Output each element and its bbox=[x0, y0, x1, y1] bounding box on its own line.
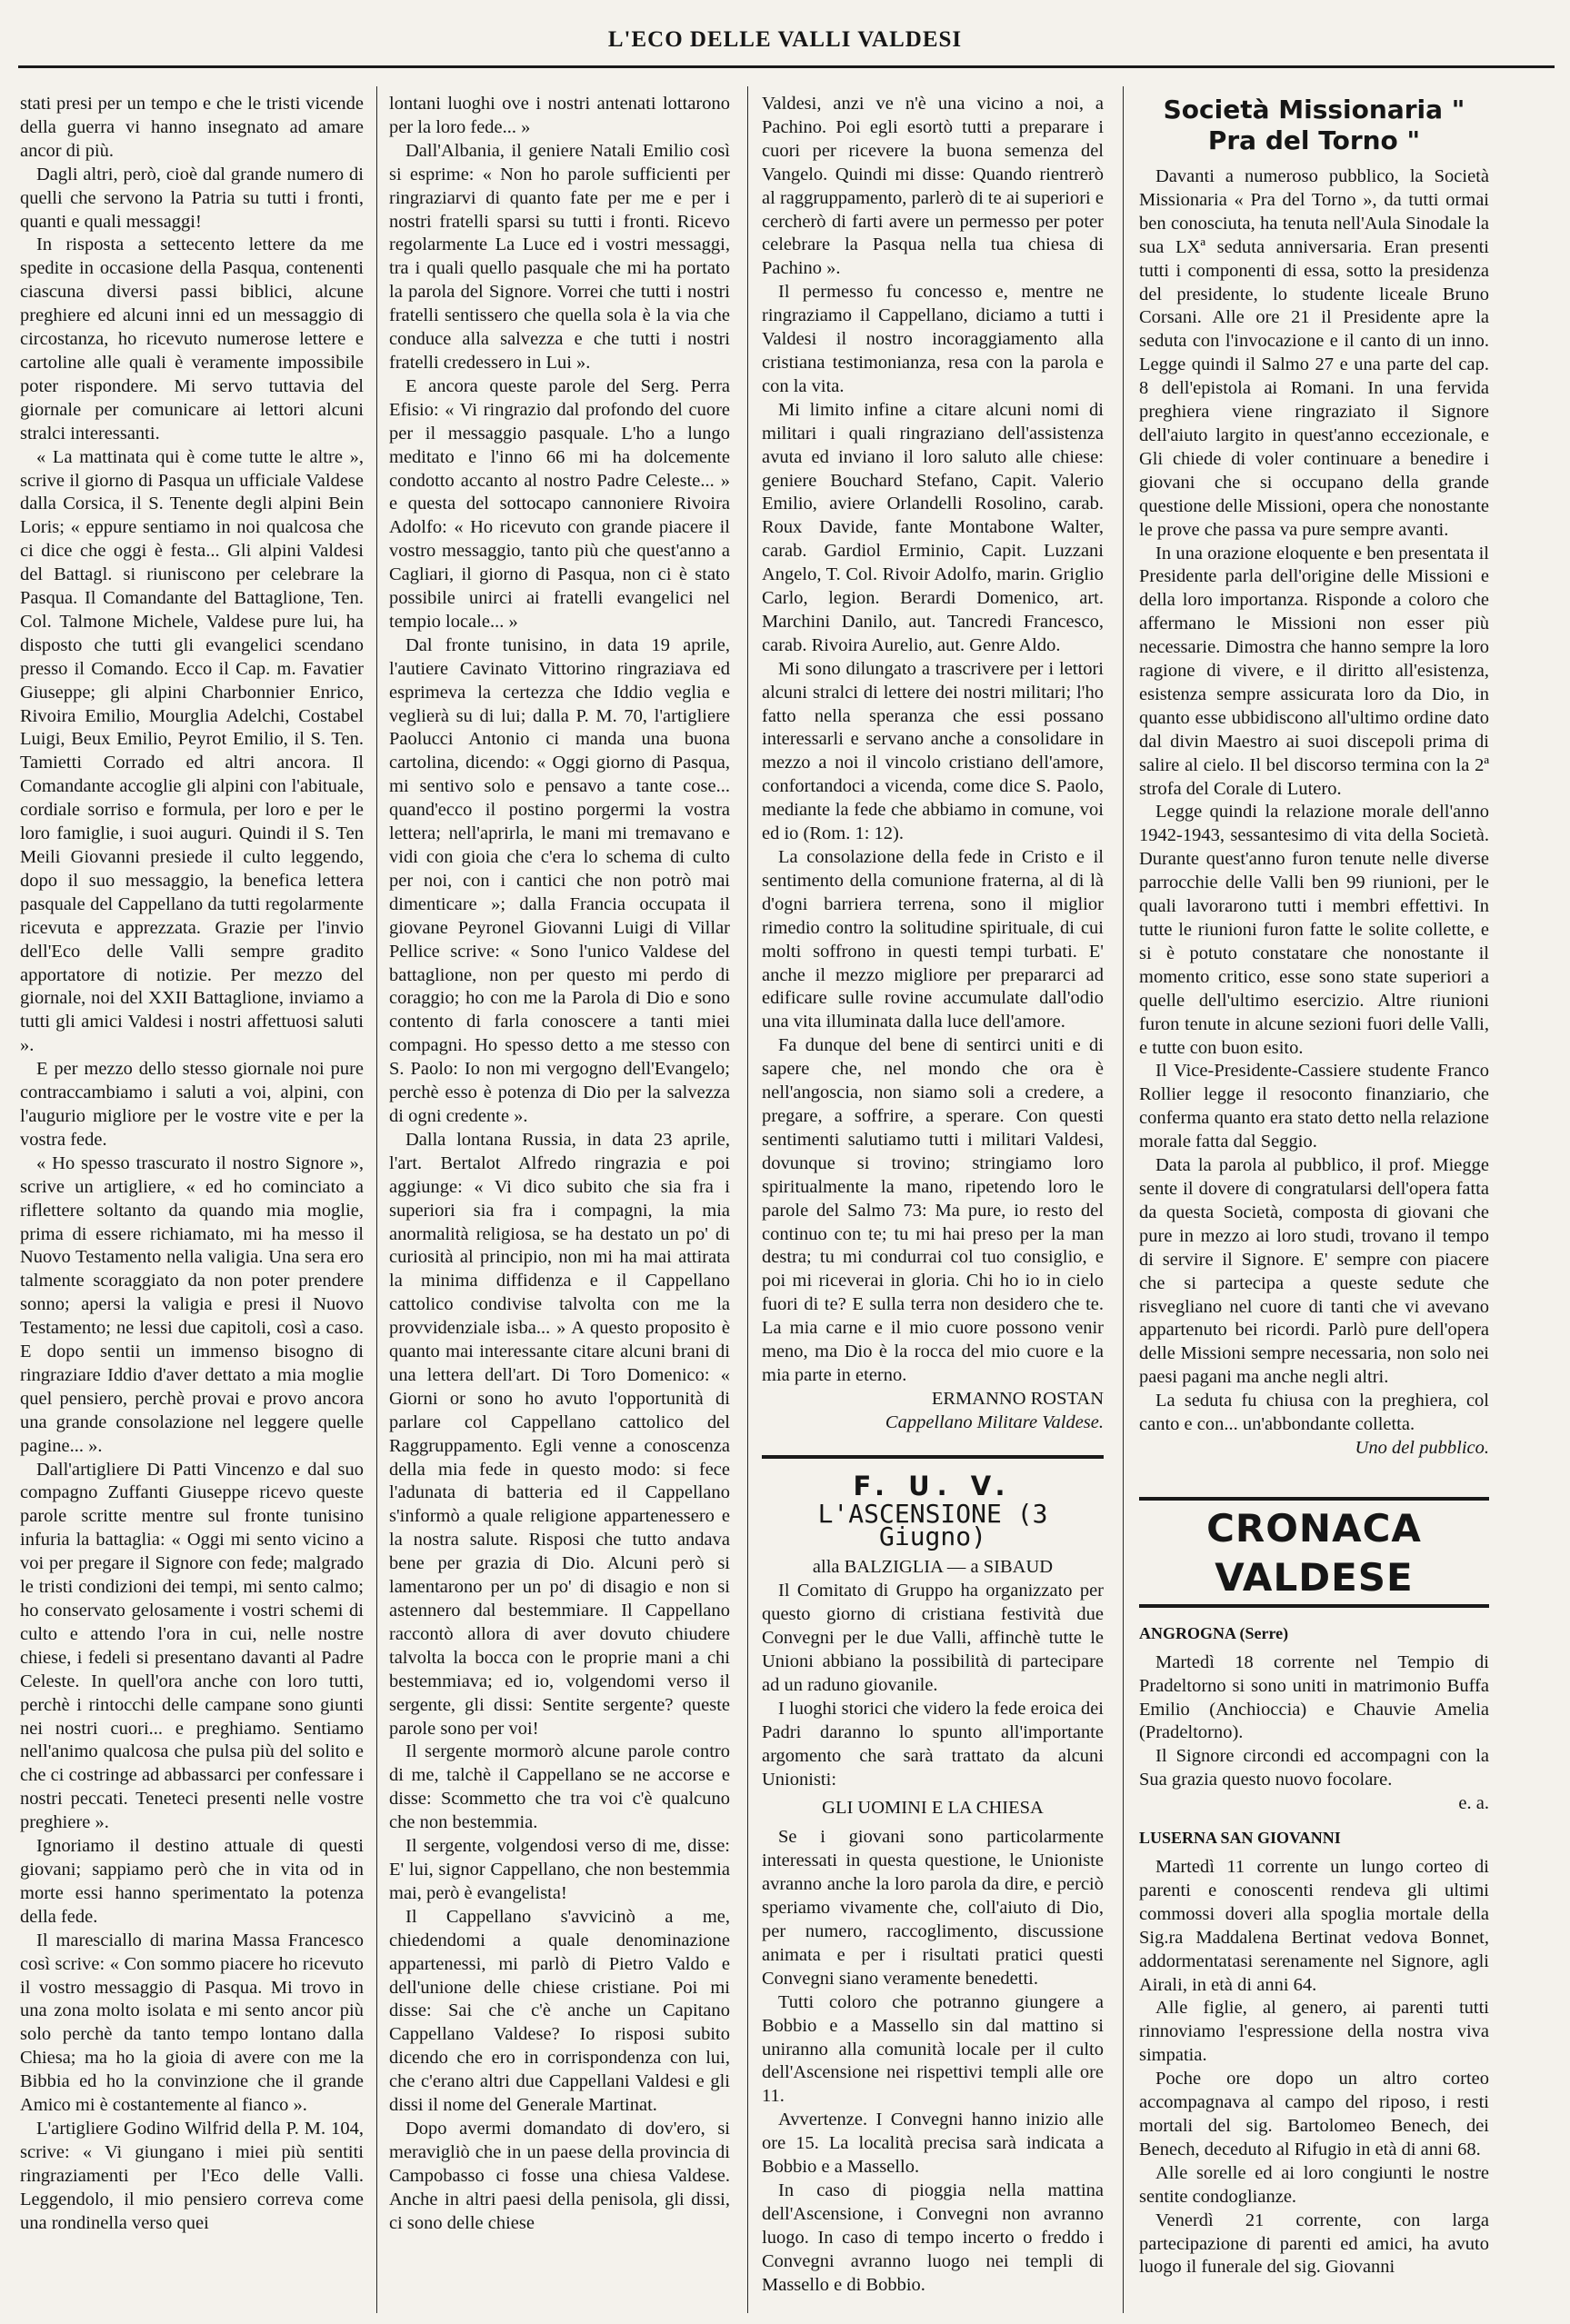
paragraph: Se i giovani sono particolarmente interessati in questa questione, le Unioniste avranno anche la loro parola da dire, e perciò speriamo vivamente che, coll'aiuto di Dio, per numero, raccoglimento, discussione animata e per i risultati pratici questi Convegni siano veramente benedetti. bbox=[762, 1827, 1104, 1989]
paragraph: Il Cappellano s'avvicinò a me, chiedendomi a quale denominazione appartenessi, mi parlò di Pietro Valdo e dell'unione delle chiese cristiane. Poi mi disse: Sai che c'è anche un Capitano Cappellano Valdese? Io risposi subito dicendo che ero in corrispondenza con lui, che c'erano altri due Cappellani Valdesi e gli dissi il nome del Generale Martinat. bbox=[389, 1906, 730, 2116]
column-1 bbox=[20, 93, 364, 2310]
paragraph: Davanti a numeroso pubblico, la Società Missionaria « Pra del Torno », da tutti ormai ben conosciuta, ha tenuta nell'Aula Sinodale la sua LXª seduta anniversaria. Eran presenti tutti i componenti di essa, sotto la presidenza del presidente, lo studente liceale Bruno Corsani. Alle ore 21 il Presidente apre la seduta con l'invocazione e il canto di un inno. Legge quindi il Salmo 27 e una parte del cap. 8 dell'epistola ai Romani. In una fervida preghiera viene ringraziato il Signore dell'aiuto largito in quest'anno eccezionale, e Gli chiede di voler continuare a benedire i giovani che si occupano della grande questione delle Missioni, opera che nonostante le prove che passa va pure sempre avanti. bbox=[1139, 166, 1489, 540]
paragraph: In una orazione eloquente e ben presentata il Presidente parla dell'origine delle Missioni e della loro importanza. Risponde a coloro che affermano le Missioni non esser più necessarie. Dimostra che hanno sempre la loro ragione di vivere, e il diritto all'esistenza, esistenza sempre assicurata loro da Dio, in quanto esse ubbidiscono all'ultimo ordine dato dal divin Maestro ai suoi discepoli prima di salire al cielo. Il bel discorso termina con la 2ª strofa del Corale di Lutero. bbox=[1139, 543, 1489, 799]
paragraph: Mi sono dilungato a trascrivere per i lettori alcuni stralci di lettere dei nostri militari; l'ho fatto nella speranza che essi possano interessarli e servano anche a consolidare in mezzo a noi il vincolo cristiano dell'amore, confortandoci a vicenda, come dice S. Paolo, mediante la fede che abbiamo in comune, voi ed io (Rom. 1: 12). bbox=[762, 658, 1104, 844]
paragraph: Il permesso fu concesso e, mentre ne ringraziamo il Cappellano, diciamo a tutti i Valdesi il nostro incoraggiamento alla cristiana testimonianza, resa con la parola e con la vita. bbox=[762, 282, 1104, 396]
signature-role: Cappellano Militare Valdese. bbox=[885, 1411, 1104, 1432]
paragraph: Mi limito infine a citare alcuni nomi di militari i quali ringraziano dell'assistenza avuta ed inviano il loro saluto alle chiese: geniere Bouchard Stefano, Capit. Valerio Emilio, aviere Orlandelli Rosolino, carab. Roux Davide, fante Montabone Walter, carab. Gardiol Erminio, Capit. Luzzani Angelo, T. Col. Rivoir Adolfo, marin. Griglio Carlo, legion. Berardi Domenico, art. Marchini Danilo, aut. Tancredi Francesco, carab. Rivoira Aurelio, aut. Genre Aldo. bbox=[762, 399, 1104, 655]
location-heading: LUSERNA SAN GIOVANNI bbox=[1139, 1829, 1341, 1848]
fuv-title: F. U. V. bbox=[853, 1470, 1013, 1501]
signature-name: ERMANNO ROSTAN bbox=[931, 1388, 1104, 1409]
paragraph: Dall'Albania, il geniere Natali Emilio così si esprime: « Non ho parole sufficienti per ringraziarvi di quanto fate per me e per i nostri fratelli sparsi su tutti i fronti. Ricevo regolarmente La Luce ed i vostri messaggi, tra i quali quello pasquale che mi ha portato la parola del Signore. Vorrei che tutti i nostri fratelli sentissero che quella sola è la via che conduce alla salvezza e che tutti i nostri fratelli credessero in Lui ». bbox=[389, 140, 730, 373]
section-rule bbox=[762, 1455, 1104, 1459]
paragraph: In risposta a settecento lettere da me spedite in occasione della Pasqua, contenenti ciascuna diversi passi biblici, alcune preghiere ed alcuni inni ed un messaggio di circostanza, ho ricevuto numerose lettere e cartoline alle quali è veramente impossibile poter rispondere. Mi servo tuttavia del giornale per comunicare ai lettori alcuni stralci interessanti. bbox=[20, 234, 364, 444]
paragraph: Martedì 18 corrente nel Tempio di Pradeltorno si sono uniti in matrimonio Buffa Emilio (Anchioccia) e Chauvie Amelia (Pradeltorno). bbox=[1139, 1651, 1489, 1743]
newspaper-masthead: L'ECO DELLE VALLI VALDESI bbox=[607, 27, 963, 52]
paragraph: lontani luoghi ove i nostri antenati lottarono per la loro fede... » bbox=[389, 94, 730, 137]
column-4 bbox=[1139, 93, 1489, 2310]
paragraph: Il Comitato di Gruppo ha organizzato per questo giorno di cristiana festività due Convegni per le due Valli, affinchè tutte le Unioni abbiano la possibilità di partecipare ad un raduno giovanile. bbox=[762, 1581, 1104, 1695]
paragraph: stati presi per un tempo e che le tristi vicende della guerra vi hanno insegnato ad amare ancor di più. bbox=[20, 94, 364, 161]
paragraph: Poche ore dopo un altro corteo accompagnava al campo del riposo, i resti mortali del sig. Bartolomeo Benech, dei Benech, deceduto al Rifugio in età di anni 68. bbox=[1139, 2069, 1489, 2159]
paragraph: « La mattinata qui è come tutte le altre », scrive il giorno di Pasqua un ufficiale Valdese dalla Corsica, il S. Tenente degli alpini Bein Loris; « eppure sentiamo in noi qualcosa che ci dice che oggi è festa... Gli alpini Valdesi del Battagl. si riuniscono per celebrare la Pasqua. Il Comandante del Battaglione, Ten. Col. Talmone Michele, Valdese pure lui, ha disposto che tutti gli evangelici scendano presso il Comando. Ecco il Cap. m. Favatier Giuseppe; gli alpini Charbonnier Enrico, Rivoira Emilio, Mourglia Adelchi, Costabel Luigi, Beux Emilio, Peyrot Emilio, il S. Ten. Tamietti Corrado ed altri ancora. Il Comandante accoglie gli alpini con l'abituale, cordiale sorriso e formula, per loro e per le loro famiglie, i suoi auguri. Quindi il S. Ten Meili Giovanni presiede il culto leggendo, dopo il suo messaggio, la benefica lettera pasquale del Cappellano da tutti regolarmente ricevuta e apprezzata. Grazie per l'invio dell'Eco delle Valli sempre gradito apportatore di notizie. Per mezzo del giornale, noi del XXII Battaglione, inviamo a tutti gli amici Valdesi i nostri affettuosi saluti ». bbox=[20, 446, 364, 1056]
paragraph: E per mezzo dello stesso giornale noi pure contraccambiamo i saluti a voi, alpini, con l'augurio migliore per le vostre vite e per la vostra fede. bbox=[20, 1059, 364, 1150]
paragraph: In caso di pioggia nella mattina dell'Ascensione, i Convegni non avranno luogo. In caso di tempo incerto o freddo i Convegni avranno luogo nei templi di Massello e di Bobbio. bbox=[762, 2179, 1104, 2295]
column-3 bbox=[762, 93, 1104, 2310]
cronaca-title: CRONACA VALDESE bbox=[1139, 1497, 1489, 1608]
paragraph: Dall'artigliere Di Patti Vincenzo e dal suo compagno Zuffanti Giuseppe ricevo queste parole scritte mentre sul fronte tunisino infuria la battaglia: « Oggi mi sento vicino a voi per pregare il Signore con fede; malgrado le tristi condizioni dei tempi, mi sento calmo; ho conservato gelosamente i vostri schemi di culto e attendo l'ora in cui, nelle nostre chiese, i fedeli si presentano davanti al Padre Celeste. In quell'ora anche con loro tutti, perchè i rintocchi delle campane sono giunti nei nostri cuori... e preghiamo. Sentiamo nell'animo qualcosa che pulsa più del solito e che ci costringe ad abbassarci per confessare i nostri peccati. Teneteci presenti nelle vostre preghiere ». bbox=[20, 1459, 364, 1833]
column-divider bbox=[376, 86, 377, 2313]
paragraph: La seduta fu chiusa con la preghiera, col canto e con... un'abbondante colletta. bbox=[1139, 1391, 1489, 1435]
fuv-location: alla BALZIGLIA — a SIBAUD bbox=[812, 1557, 1054, 1578]
paragraph: E ancora queste parole del Serg. Perra Efisio: « Vi ringrazio dal profondo del cuore per il messaggio pasquale. L'ho a lungo meditato e l'inno 66 mi ha dolcemente condotto accanto al nostro Padre Celeste... » e questa del sottocapo cannoniere Rivoira Adolfo: « Ho ricevuto con grande piacere il vostro messaggio, tanto più che quest'anno a Cagliari, il giorno di Pasqua, non ci è stato possibile unirci ai fratelli evangelici nel tempio locale... » bbox=[389, 375, 730, 632]
paragraph: Il sergente, volgendosi verso di me, disse: E' lui, signor Cappellano, che non bestemmia mai, però è evangelista! bbox=[389, 1836, 730, 1903]
masthead-rule bbox=[18, 65, 1555, 68]
paragraph: Dopo avermi domandato di dov'ero, si meravigliò che in un paese della provincia di Campobasso ci fosse una chiesa Valdese. Anche in altri paesi della penisola, gli dissi, ci sono delle chiese bbox=[389, 2118, 730, 2233]
paragraph: Valdesi, anzi ve n'è una vicino a noi, a Pachino. Poi egli esortò tutti a preparare i cuori per ricevere la buona semenza del Vangelo. Quindi mi disse: Quando rientrerò al raggruppamento, parlerò di te ai superiori e cercherò di farti avere un permesso per poter celebrare la Pasqua nella tua chiesa di Pachino ». bbox=[762, 94, 1104, 279]
paragraph: Dal fronte tunisino, in data 19 aprile, l'autiere Cavinato Vittorino ringraziava ed esprimeva la certezza che Iddio veglia e veglierà su di lui; dalla P. M. 70, l'artigliere Paolucci Antonio ci manda una buona cartolina, dicendo: « Oggi giorno di Pasqua, mi sentivo solo e pensavo a tante cose... quand'ecco il postino porgermi la vostra lettera; nell'aprirla, le mani mi tremavano e vidi con gioia che c'era lo schema di culto per noi, con i cantici che non potrò mai dimenticare »; dalla Francia occupata il giovane Peyronel Giovanni Luigi di Villar Pellice scrive: « Sono l'unico Valdese del battaglione, non per questo mi perdo di coraggio; ho con me la Parola di Dio e sono contento di farla conoscere a tanti miei compagni. Ho spesso detto a me stesso con S. Paolo: Io non mi vergogno dell'Evangelo; perchè esso è potenza di Dio per la salvezza di ogni credente ». bbox=[389, 634, 730, 1126]
signature: e. a. bbox=[1458, 1793, 1489, 1814]
paragraph: Avvertenze. I Convegni hanno inizio alle ore 15. La località precisa sarà indicata a Bobbio e a Massello. bbox=[762, 2110, 1104, 2178]
paragraph: Fa dunque del bene di sentirci uniti e di sapere che, nel mondo che ora è nell'angoscia, non siamo soli a credere, a pregare, a soffrire, a sperare. Con questi sentimenti salutiamo tutti i militari Valdesi, dovunque si trovino; stringiamo loro spiritualmente la mano, ripetendo loro le parole del Salmo 73: Ma pure, io resto del continuo con te; tu mi hai preso per la man destra; tu mi condurrai col tuo consiglio, e poi mi riceverai in gloria. Chi ho io in cielo fuori di te? E sulla terra non desidero che te. La mia carne e il mio cuore possono venir meno, ma Dio è la rocca del mio cuore e la mia parte in eterno. bbox=[762, 1035, 1104, 1385]
paragraph: Il maresciallo di marina Massa Francesco così scrive: « Con sommo piacere ho ricevuto il vostro messaggio di Pasqua. Mi trovo in una zona molto isolata e mi sento ancor più solo perchè da tanto tempo lontano dalla Chiesa; ma ho la gioia di avere con me la Bibbia ed ho la convinzione che il grande Amico mi è costantemente al fianco ». bbox=[20, 1930, 364, 2116]
paragraph: Venerdì 21 corrente, con larga partecipazione di parenti ed amici, ha avuto luogo il funerale del sig. Giovanni bbox=[1139, 2209, 1489, 2278]
paragraph: Data la parola al pubblico, il prof. Miegge sente il dovere di congratularsi dell'opera fatta da questa Società, composta di giovani che pure in mezzo ai loro studi, trovano il tempo di servire il Signore. E' sempre con piacere che si partecipa a queste sedute che risvegliano nel cuore di tanti che vi avevano appartenuto bei ricordi. Parlò pure dell'opera delle Missioni sempre necessaria, non solo nei paesi pagani ma anche negli altri. bbox=[1139, 1155, 1489, 1388]
missionary-society-title: Società Missionaria " Pra del Torno " bbox=[1163, 95, 1465, 155]
paragraph: Il sergente mormorò alcune parole contro di me, talchè il Cappellano se ne accorse e disse: Scommetto che tra voi c'è qualcuno che non bestemmia. bbox=[389, 1741, 730, 1833]
paragraph: Alle figlie, al genero, ai parenti tutti rinnoviamo l'espressione della nostra viva simpatia. bbox=[1139, 1998, 1489, 2066]
paragraph: Legge quindi la relazione morale dell'anno 1942-1943, sessantesimo di vita della Società. Durante quest'anno furon tenute nelle diverse parrocchie delle Valli ben 99 riunioni, per le quali lavorarono tutti i membri effettivi. In tutte le riunioni furon fatte le solite collette, e si è potuto constatare che nonostante il momento critico, esse sono state superiori a quelle dell'ultimo esercizio. Altre riunioni furon tenute in alcune sezioni fuori delle Valli, e tutte con buon esito. bbox=[1139, 802, 1489, 1058]
paragraph: « Ho spesso trascurato il nostro Signore », scrive un artigliere, « ed ho cominciato a riflettere soltanto da quando mia moglie, prima di essere richiamato, mi ha messo il Nuovo Testamento nella valigia. Una sera ero talmente scoraggiato da non poter prendere sonno; apersi la valigia e presi il Nuovo Testamento; ne lessi due capitoli, così a caso. E dopo sentii un immenso bisogno di ringraziare Iddio d'aver dettato a mia moglie quel pensiero, perchè provai e provo ancora una grande consolazione nel leggere quelle pagine... ». bbox=[20, 1152, 364, 1456]
paragraph: Il Vice-Presidente-Cassiere studente Franco Rollier legge il resoconto finanziario, che conferma quanto era stato detto nella relazione morale fatta dal Seggio. bbox=[1139, 1061, 1489, 1152]
paragraph: Il Signore circondi ed accompagni con la Sua grazia questo nuovo focolare. bbox=[1139, 1746, 1489, 1790]
paragraph: Alle sorelle ed ai loro congiunti le nostre sentite condoglianze. bbox=[1139, 2162, 1489, 2207]
signature: Uno del pubblico. bbox=[1355, 1437, 1489, 1458]
location-heading: ANGROGNA (Serre) bbox=[1139, 1623, 1289, 1642]
column-2 bbox=[389, 93, 730, 2310]
column-divider bbox=[747, 86, 748, 2313]
paragraph: Martedì 11 corrente un lungo corteo di parenti e conoscenti rendeva gli ultimi commossi doveri alla spoglia mortale della Sig.ra Maddalena Bertinat vedova Bonnet, addormentatasi serenamente nel Signore, agli Airali, in età di anni 64. bbox=[1139, 1857, 1489, 1995]
paragraph: Dalla lontana Russia, in data 23 aprile, l'art. Bertalot Alfredo ringrazia e poi aggiunge: « Vi dico subito che sia fra i superiori sia fra i compagni, la mia anormalità religiosa, se ha destato un po' di curiosità al principio, non mi ha mai attirata la minima diffidenza e il Cappellano cattolico condivise talvolta con me la provvidenziale isba... » A questo proposito è quanto mai interessante citare alcuni brani di una lettera dell'art. Di Toro Domenico: « Giorni or sono ho avuto l'opportunità di parlare col Cappellano cattolico del Raggruppamento. Egli venne a conoscenza della mia fede in questo modo: si fece l'adunata di batteria ed il Cappellano s'informò a quale religione appartenessero e la nostra salute. Risposi che tutto andava bene per grazia di Dio. Alcuni però si lamentarono per un po' di disagio e non si astennero dal bestemmiare. Il Cappellano raccontò allora di aver dovuto chiudere talvolta la bocca con le proprie mani a chi bestemmiava; ed io, volgendomi verso il sergente, gli dissi: Sentite sergente? queste parole sono per voi! bbox=[389, 1129, 730, 1739]
fuv-heading: GLI UOMINI E LA CHIESA bbox=[822, 1798, 1044, 1819]
paragraph: Dagli altri, però, cioè dal grande numero di quelli che servono la Patria su tutti i fronti, quanti e quali messaggi! bbox=[20, 164, 364, 232]
paragraph: La consolazione della fede in Cristo e il sentimento della comunione fraterna, al di là d'ogni barriera terrena, sono il miglior rimedio contro la solitudine spirituale, di cui molti soffrono in questi tempi turbati. E' anche il mezzo migliore per prepararci ad edificare sulle rovine accumulate dall'odio una vita illuminata dalla luce dell'amore. bbox=[762, 847, 1104, 1032]
column-divider bbox=[1123, 86, 1124, 2313]
paragraph: Ignoriamo il destino attuale di questi giovani; sappiamo però che in vita od in morte essi hanno sperimentato la potenza della fede. bbox=[20, 1836, 364, 1927]
paragraph: Tutti coloro che potranno giungere a Bobbio e a Massello sin dal mattino si uniranno alla comunità locale per il culto dell'Ascensione nei rispettivi templi alle ore 11. bbox=[762, 1991, 1104, 2107]
paragraph: I luoghi storici che videro la fede eroica dei Padri daranno lo spunto all'importante argomento che sarà trattato da alcuni Unionisti: bbox=[762, 1698, 1104, 1790]
paragraph: L'artigliere Godino Wilfrid della P. M. 104, scrive: « Vi giungano i miei più sentiti ringraziamenti per l'Eco delle Valli. Leggendolo, il mio pensiero correva come una rondinella verso quei bbox=[20, 2118, 364, 2233]
fuv-subtitle: L'ASCENSIONE (3 Giugno) bbox=[817, 1498, 1048, 1552]
